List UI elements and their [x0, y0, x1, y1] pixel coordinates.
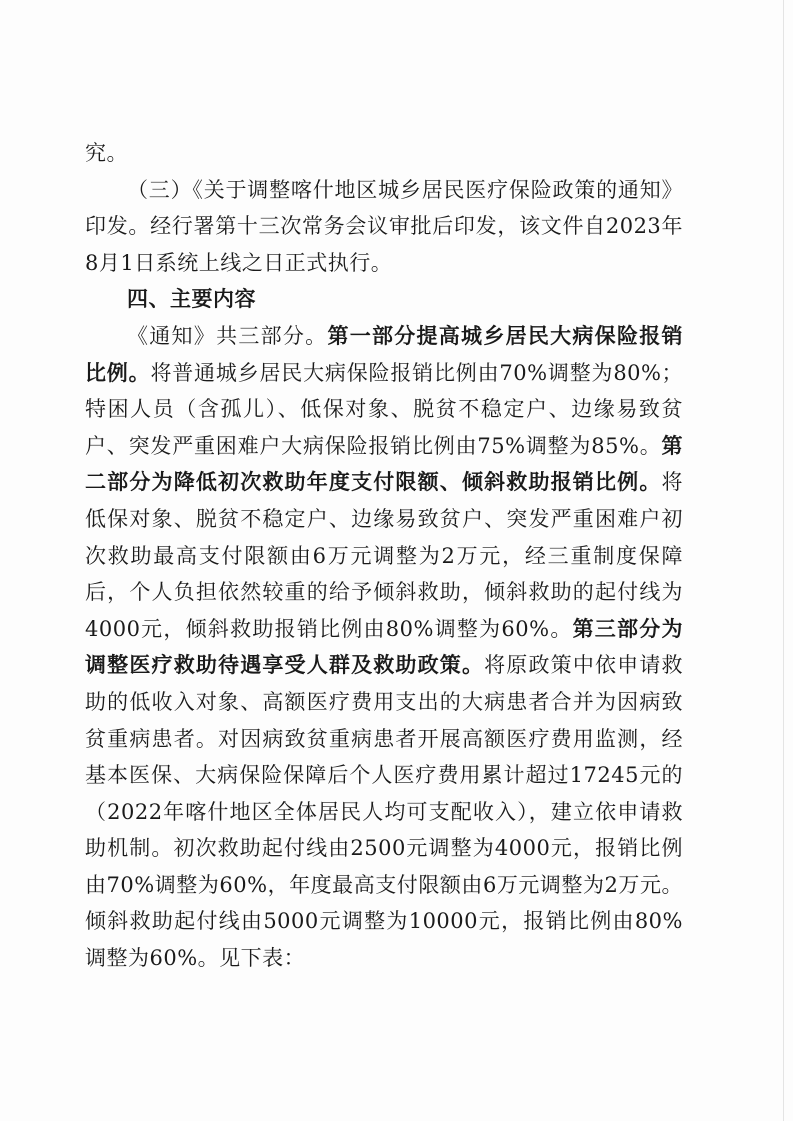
part-one-text: 将普通城乡居民大病保险报销比例由70%调整为80%；特困人员（含孤儿）、低保对象、脱贫不稳定户、边缘易致贫户、突发严重困难户大病保险报销比例由75%调整为85%。	[85, 360, 683, 458]
paragraph-notice-issued: （三）《关于调整喀什地区城乡居民医疗保险政策的通知》印发。经行署第十三次常务会议审批后印发，该文件自2023年8月1日系统上线之日正式执行。	[85, 177, 683, 275]
part-two-heading: 第二部分为降低初次救助年度支付限额、倾斜救助报销比例。	[85, 433, 683, 495]
section-heading-main-content: 四、主要内容	[127, 287, 256, 312]
part-three-text: 将原政策中依申请救助的低收入对象、高额医疗费用支出的大病患者合并为因病致贫重病患者。对因病致贫重病患者开展高额医疗费用监测，经基本医保、大病保险保障后个人医疗费用累计超过17245元的（2022年喀什地区全体居民人均可支配收入），建立依申请救助机制。初次救助起付线由2500元调整为4000元，报销比例由70%调整为60%，年度最高支付限额由6万元调整为2万元。倾斜救助起付线由5000元调整为10000元，报销比例由80%调整为60%。见下表：	[85, 653, 684, 971]
part-three-heading: 第三部分为调整医疗救助待遇享受人群及救助政策。	[85, 616, 684, 678]
notice-intro-sentence: 《通知》共三部分。	[127, 323, 328, 348]
paragraph-continuation: 究。	[85, 141, 128, 165]
document-body	[85, 135, 683, 977]
paragraph-main-content	[85, 318, 683, 977]
page-edge-line	[783, 0, 784, 1121]
part-two-text: 将低保对象、脱贫不稳定户、边缘易致贫户、突发严重困难户初次救助最高支付限额由6万元调整为2万元，经三重制度保障后，个人负担依然较重的给予倾斜救助，倾斜救助的起付线为4000元，倾斜救助报销比例由80%调整为60%。	[85, 470, 683, 641]
part-one-heading: 第一部分提高城乡居民大病保险报销比例。	[85, 323, 683, 385]
